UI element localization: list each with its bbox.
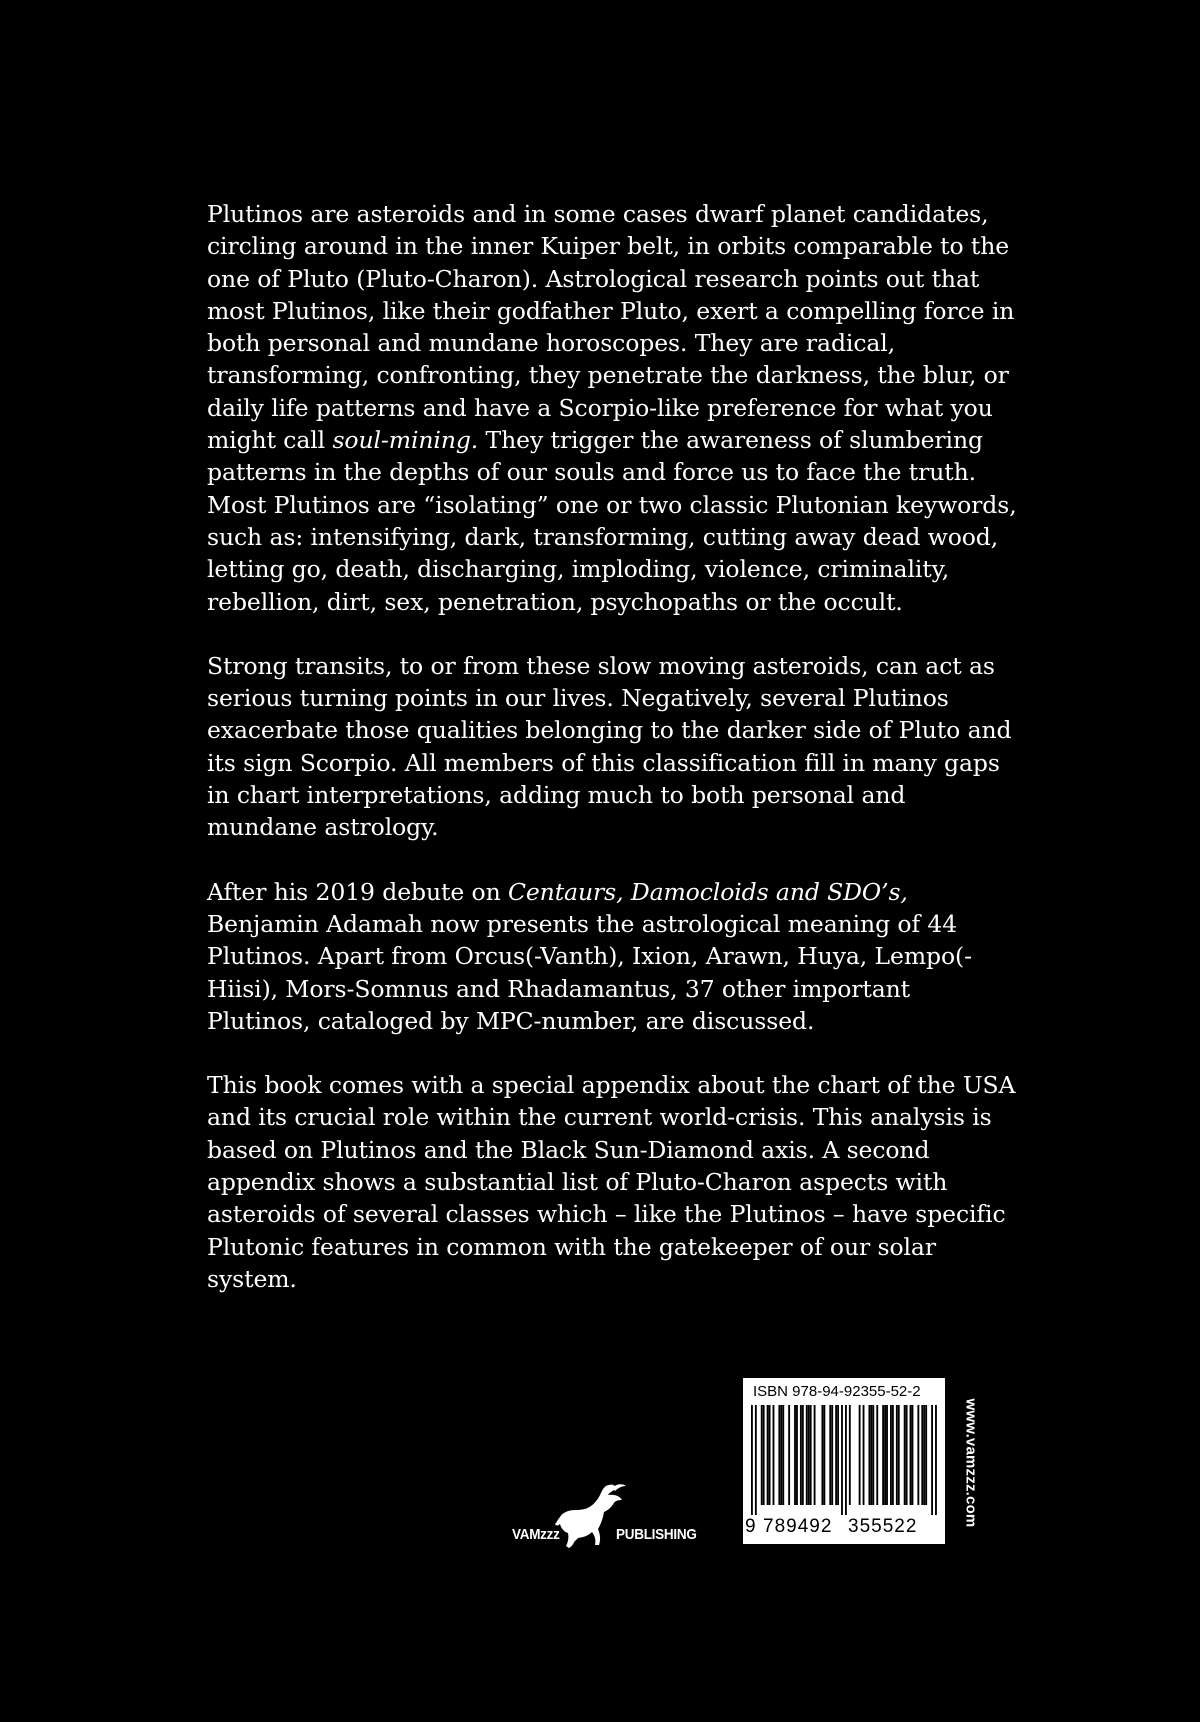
barcode-bar	[831, 1405, 833, 1505]
barcode-bar	[780, 1405, 782, 1505]
barcode-bar	[904, 1405, 906, 1505]
blurb-paragraph-1	[207, 198, 1017, 618]
barcode-bar	[868, 1405, 870, 1505]
barcode-bar	[814, 1405, 816, 1505]
back-cover-blurb	[207, 198, 1017, 1327]
barcode-bar	[892, 1405, 894, 1505]
publisher-name-right: PUBLISHING	[616, 1526, 697, 1543]
blurb-paragraph-2: Strong transits, to or from these slow moving asteroids, can act as serious turning points in our lives. Negatively, several Plutinos exacerbate those qualities belonging to the darker side of Pluto and its sign Scorpio. All members of this classification fill in many gaps in chart interpretations, adding much to both personal and mundane astrology.	[207, 651, 1012, 842]
barcode-bar	[788, 1405, 790, 1505]
website-text: www.vamzzz.com	[962, 1398, 980, 1528]
blurb-p1-end: They trigger the awareness of slumbering patterns in the depths of our souls and force us to face the truth. Most Plutinos are “isolating” one or two classic Plutonian keywords, such as: intensifying, dark, transforming, cutting away dead wood, letting go, death, discharging, imploding, violence, criminality, rebellion, dirt, sex, penetration, psychopaths or the occult.	[207, 426, 1017, 616]
barcode-bar	[912, 1405, 914, 1505]
barcode-bar	[769, 1405, 771, 1505]
barcode-bar	[882, 1405, 884, 1505]
barcode-bar	[921, 1405, 923, 1505]
barcode-bar	[931, 1405, 933, 1515]
barcode-bar	[751, 1405, 753, 1515]
barcode-bar	[837, 1405, 839, 1505]
blurb-paragraph-3	[207, 876, 1017, 1037]
barcode-bar	[876, 1405, 878, 1505]
barcode-bar	[935, 1405, 937, 1515]
barcode-bar	[761, 1405, 763, 1505]
barcode-bar	[898, 1405, 900, 1505]
ean-left-group: 789492	[763, 1516, 833, 1537]
barcode-bar	[859, 1405, 861, 1505]
barcode-bar	[835, 1405, 837, 1505]
barcode-bar	[917, 1405, 919, 1505]
ean-first-digit: 9	[745, 1516, 756, 1537]
barcode-bar	[923, 1405, 925, 1505]
barcode-bar	[906, 1405, 908, 1505]
isbn-barcode	[743, 1378, 945, 1544]
barcode-bar	[829, 1405, 831, 1505]
barcode-bar	[806, 1405, 808, 1505]
blurb-paragraph-4: This book comes with a special appendix about the chart of the USA and its crucial role within the current world-crisis. This analysis is based on Plutinos and the Black Sun-Diamond axis. A second appendix shows a substantial list of Pluto-Charon aspects with asteroids of several classes which – like the Plutinos – have specific Plutonic features in common with the gatekeeper of our solar system.	[207, 1071, 1016, 1293]
ean-right-group: 355522	[848, 1516, 918, 1537]
blurb-p3-start: After his 2019 debute on	[207, 877, 508, 906]
publisher-name-left: VAMzzz	[512, 1526, 560, 1543]
barcode-bar	[778, 1405, 780, 1505]
barcode-bar	[782, 1405, 784, 1505]
barcode-bar	[808, 1405, 810, 1505]
barcode-bar	[910, 1405, 912, 1505]
barcode-bar	[796, 1405, 798, 1505]
barcode-bar	[841, 1405, 843, 1515]
barcode-bar	[872, 1405, 874, 1505]
barcode-bar	[884, 1405, 886, 1505]
barcode-bar	[890, 1405, 892, 1505]
blurb-p1-italic: soul-mining.	[332, 426, 479, 455]
publisher-logo	[512, 1482, 712, 1562]
publisher-website	[961, 1382, 981, 1544]
isbn-text: ISBN 978-94-92355-52-2	[753, 1383, 921, 1400]
barcode-bar	[802, 1405, 804, 1505]
barcode-bar	[886, 1405, 888, 1505]
barcode-bar	[794, 1405, 796, 1505]
barcode-bar	[800, 1405, 802, 1505]
barcode-bar	[763, 1405, 765, 1505]
barcode-bar	[810, 1405, 812, 1505]
barcode-bar	[773, 1405, 775, 1505]
blurb-p3-italic: Centaurs, Damocloids and SDO’s,	[507, 877, 908, 906]
barcode-bar	[925, 1405, 927, 1505]
barcode-bar	[823, 1405, 825, 1505]
barcode-bar	[870, 1405, 872, 1505]
barcode-bar	[896, 1405, 898, 1505]
blurb-p1-text: Plutinos are asteroids and in some cases dwarf planet candidates, circling around in the inner Kuiper belt, in orbits comparable to the one of Pluto (Pluto-Charon). Astrological research points out that most Plutinos, like their godfather Pluto, exert a compelling force in both personal and mundane horoscopes. They are radical, transforming, confronting, they penetrate the darkness, the blur, or daily life patterns and have a Scorpio-like preference for what you might call	[207, 200, 1015, 455]
barcode-bars	[751, 1405, 937, 1515]
barcode-bar	[849, 1405, 851, 1505]
barcode-bar	[821, 1405, 823, 1505]
barcode-bar	[863, 1405, 865, 1505]
blurb-p3-end: Benjamin Adamah now presents the astrological meaning of 44 Plutinos. Apart from Orcus(-Vanth), Ixion, Arawn, Huya, Lempo(-Hiisi), Mors-Somnus and Rhadamantus, 37 other important Plutinos, cataloged by MPC-number, are discussed.	[207, 909, 972, 1035]
barcode-bar	[845, 1405, 847, 1515]
barcode-bar	[767, 1405, 769, 1505]
barcode-bar	[755, 1405, 757, 1515]
